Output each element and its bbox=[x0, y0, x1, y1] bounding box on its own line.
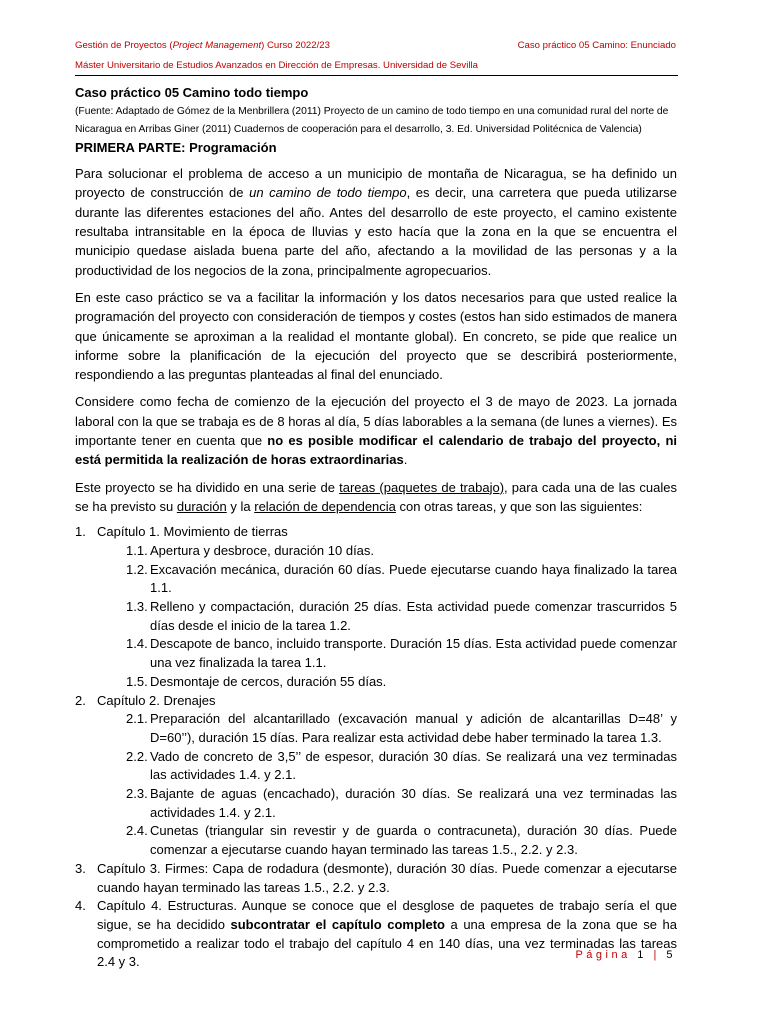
task-item: 1.3. Relleno y compactación, duración 25 días. Esta actividad puede comenzar trascurridos 5 días desde el inicio de la tarea 1.2. bbox=[126, 599, 677, 633]
case-label: Caso práctico 05 Camino: Enunciado bbox=[517, 40, 676, 51]
chapter-item: 2. Capítulo 2. Drenajes 2.1. Preparación del alcantarillado (excavación manual y adición de alcantarillas D=48’ y D=60’’), duración 15 días. Para realizar esta actividad debe haber terminado la tarea 1.3. 2.2. Vado de concreto de 3,5’’ de espesor, duración 30 días. Se realizará una vez terminadas las actividades 1.4. y 2.1. 2.3. Bajante de aguas (encachado), duración 30 días. Se realizará una vez terminadas las actividades 1.4. y 2.1. 2.4. Cunetas (triangular sin revestir y de guarda o contracuneta), duración 30 días. Puede comenzar a ejecutarse cuando hayan terminado las tareas 1.5., 2.2. y 2.3. bbox=[75, 692, 677, 860]
task-item: 2.2. Vado de concreto de 3,5’’ de espesor, duración 30 días. Se realizará una vez terminadas las actividades 1.4. y 2.1. bbox=[126, 748, 677, 783]
task-item: 1.4. Descapote de banco, incluido transporte. Duración 15 días. Esta actividad puede comenzar una vez finalizada la tarea 1.1. bbox=[126, 636, 677, 671]
task-item: 1.1. Apertura y desbroce, duración 10 días. bbox=[126, 542, 375, 558]
chapter-item: 4. Capítulo 4. Estructuras. Aunque se conoce que el desglose de paquetes de trabajo sería el que sigue, se ha decidido subcontratar el capítulo completo a una empresa de la zona que se ha comprometido a realizar todo el trabajo del capítulo 4 en 140 días, una vez terminadas las tareas 2.4 y 3. bbox=[75, 898, 677, 970]
running-header-line-1 bbox=[75, 40, 676, 51]
task-list bbox=[97, 710, 677, 860]
task-item: 1.5. Desmontaje de cercos, duración 55 días. bbox=[126, 673, 387, 689]
page-number: Página 1 | 5 bbox=[575, 949, 676, 961]
header-divider bbox=[75, 75, 678, 76]
chapter-item: 1. Capítulo 1. Movimiento de tierras 1.1. Apertura y desbroce, duración 10 días. 1.2. Excavación mecánica, duración 60 días. Puede ejecutarse cuando haya finalizado la tarea 1.1. 1.3. Relleno y compactación, duración 25 días. Esta actividad puede comenzar trascurridos 5 días desde el inicio de la tarea 1.2. 1.4. Descapote de banco, incluido transporte. Duración 15 días. Esta actividad puede comenzar una vez finalizada la tarea 1.1. 1.5. Desmontaje de cercos, duración 55 días. bbox=[75, 523, 677, 691]
task-item: 2.4. Cunetas (triangular sin revestir y de guarda o contracuneta), duración 30 días. Puede comenzar a ejecutarse cuando hayan terminado las tareas 1.5., 2.2. y 2.3. bbox=[126, 823, 677, 858]
course-title: Gestión de Proyectos (Project Management) Curso 2022/23 bbox=[75, 40, 330, 51]
intro-paragraph: Para solucionar el problema de acceso a un municipio de montaña de Nicaragua, se ha definido un proyecto de construcción de un camino de todo tiempo, es decir, una carretera que pueda utilizarse durante las diferentes estaciones del año. Antes del desarrollo de este proyecto, el camino existente resultaba intransitable en la época de lluvias y esto hacía que la zona en la que se encuentra el municipio quedase aislada buena parte del año, afectando a la movilidad de las personas y a la productividad de los negocios de la zona, principalmente agropecuarios. bbox=[75, 166, 677, 278]
chapter-list bbox=[75, 523, 677, 972]
task-item: 2.3. Bajante de aguas (encachado), duración 30 días. Se realizará una vez terminadas las actividades 1.4. y 2.1. bbox=[126, 786, 677, 820]
source-note: (Fuente: Adaptado de Gómez de la Menbrillera (2011) Proyecto de un camino de todo tiempo en una comunidad rural del norte de Nicaragua en Arribas Giner (2011) Cuadernos de cooperación para el desarrollo, 3. Ed. Universidad Politécnica de Valencia) bbox=[75, 105, 669, 135]
section-heading: PRIMERA PARTE: Programación bbox=[75, 139, 277, 155]
task-item: 2.1. Preparación del alcantarillado (excavación manual y adición de alcantarillas D=48’ y D=60’’), duración 15 días. Para realizar esta actividad debe haber terminado la tarea 1.3. bbox=[126, 711, 677, 745]
task-description-paragraph: En este caso práctico se va a facilitar la información y los datos necesarios para que usted realice la programación del proyecto con consideración de tiempos y costes (estos han sido estimados de manera que únicamente se aproximan a la realidad el montante global). En concreto, se pide que realice un informe sobre la planificación de la ejecución del proyecto que se describirá posteriormente, respondiendo a las preguntas planteadas al final del enunciado. bbox=[75, 289, 677, 383]
chapter-item: 3. Capítulo 3. Firmes: Capa de rodadura (desmonte), duración 30 días. Puede comenzar a ejecutarse cuando hayan terminado las tareas 1.5., 2.2. y 2.3. bbox=[75, 860, 677, 895]
master-program-line: Máster Universitario de Estudios Avanzados en Dirección de Empresas. Universidad de Sevilla bbox=[75, 60, 478, 71]
task-item: 1.2. Excavación mecánica, duración 60 días. Puede ejecutarse cuando haya finalizado la tarea 1.1. bbox=[126, 561, 677, 596]
task-list bbox=[97, 542, 677, 692]
document-title: Caso práctico 05 Camino todo tiempo bbox=[75, 85, 309, 100]
tasks-intro-paragraph: Este proyecto se ha dividido en una serie de tareas (paquetes de trabajo), para cada una de las cuales se ha previsto su duración y la relación de dependencia con otras tareas, y que son las siguientes: bbox=[75, 479, 677, 514]
document-body bbox=[75, 84, 677, 972]
calendar-paragraph: Considere como fecha de comienzo de la ejecución del proyecto el 3 de mayo de 2023. La jornada laboral con la que se trabaja es de 8 horas al día, 5 días laborables a la semana (de lunes a viernes). Es importante tener en cuenta que no es posible modificar el calendario de trabajo del proyecto, ni está permitida la realización de horas extraordinarias. bbox=[75, 394, 677, 468]
